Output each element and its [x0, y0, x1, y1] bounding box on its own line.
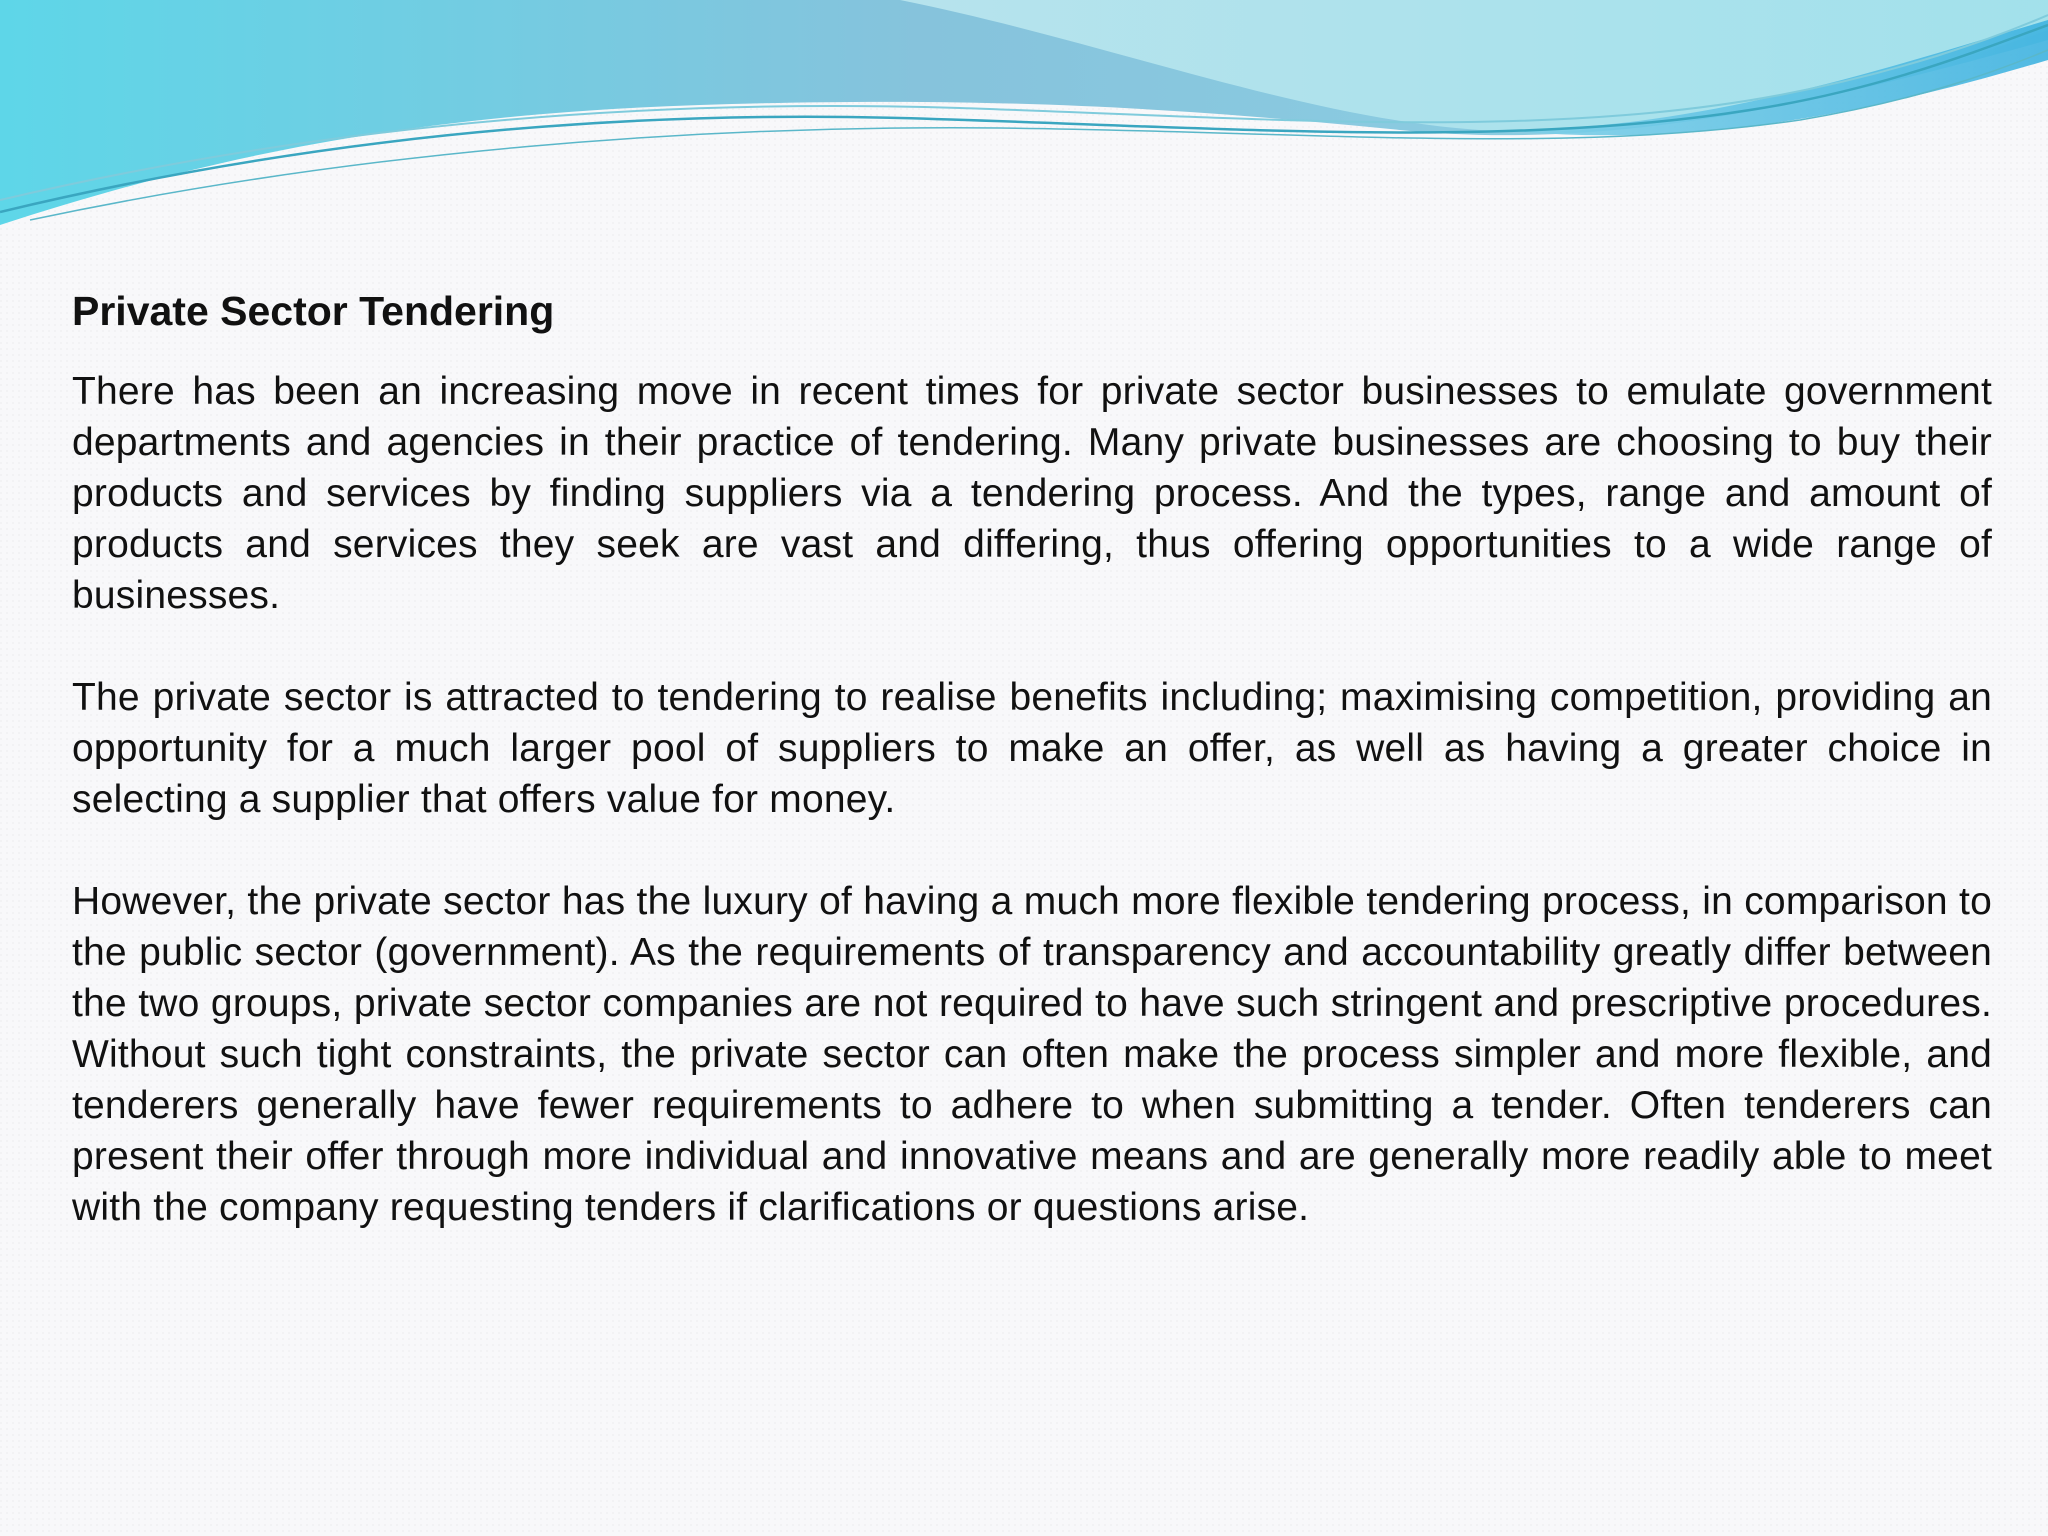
paragraph-3: However, the private sector has the luxury of having a much more flexible tendering process, in comparison to the public sector (government). As the requirements of transparency and accountability greatly differ between the two groups, private sector companies are not required to have such stringent and prescriptive procedures. Without such tight constraints, the private sector can often make the process simpler and more flexible, and tenderers generally have fewer requirements to adhere to when submitting a tender. Often tenderers can present their offer through more individual and innovative means and are generally more readily able to meet with the company requesting tenders if clarifications or questions arise. [72, 880, 1992, 1229]
paragraph-1: There has been an increasing move in recent times for private sector businesses to emulate government departments and agencies in their practice of tendering. Many private businesses are choosing to buy their products and services by finding suppliers via a tendering process. And the types, range and amount of products and services they seek are vast and differing, thus offering opportunities to a wide range of businesses. [72, 370, 1992, 617]
paragraph-2: The private sector is attracted to tendering to realise benefits including; maximising competition, providing an opportunity for a much larger pool of suppliers to make an offer, as well as having a greater choice in selecting a supplier that offers value for money. [72, 676, 1992, 821]
slide-content [72, 284, 1992, 1284]
header-wave-decoration [0, 0, 2048, 240]
slide-title: Private Sector Tendering [72, 288, 555, 334]
